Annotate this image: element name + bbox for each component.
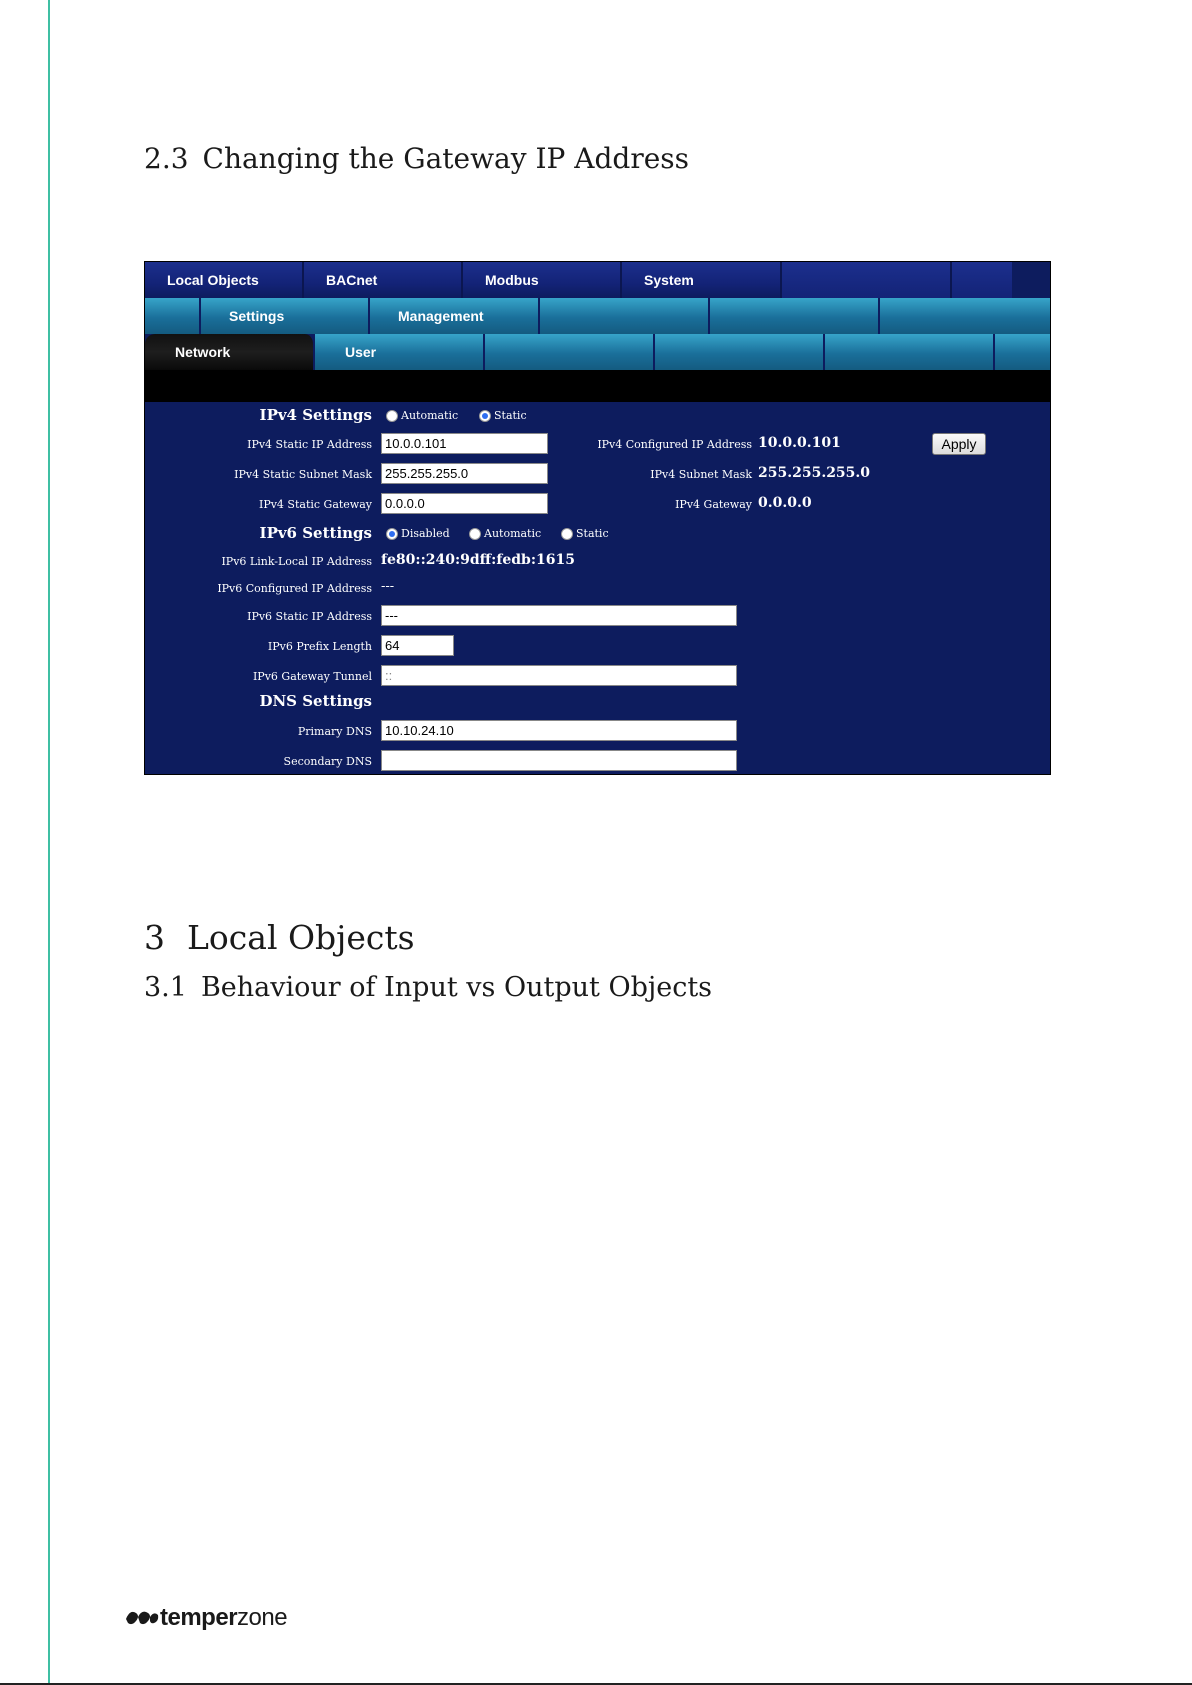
ipv6-configured-ip-label: IPv6 Configured IP Address: [217, 582, 372, 595]
ipv6-static-ip-label: IPv6 Static IP Address: [247, 610, 372, 623]
tab-network[interactable]: Network: [145, 334, 315, 370]
tab-local-objects[interactable]: Local Objects: [145, 262, 304, 298]
ipv6-gateway-tunnel-input[interactable]: ::: [381, 665, 737, 686]
margin-rule: [48, 0, 50, 1685]
ipv4-configured-ip-label: IPv4 Configured IP Address: [597, 438, 752, 451]
sub-nav-tabs: [145, 298, 1051, 334]
ipv6-prefix-input[interactable]: 64: [381, 635, 454, 656]
radio-icon: [386, 410, 398, 422]
ipv6-static-radio[interactable]: Static: [561, 527, 609, 540]
top-nav-tabs: [145, 262, 1051, 298]
tab-bacnet[interactable]: BACnet: [304, 262, 463, 298]
tab-empty: [540, 298, 710, 334]
ipv6-prefix-label: IPv6 Prefix Length: [267, 640, 372, 653]
tab-modbus[interactable]: Modbus: [463, 262, 622, 298]
tab-management[interactable]: Management: [370, 298, 540, 334]
ipv4-subnet-input[interactable]: 255.255.255.0: [381, 463, 548, 484]
section-heading-3: 3 Local Objects: [144, 918, 415, 957]
gateway-settings-screenshot: [144, 261, 1051, 775]
ipv4-configured-ip-value: 10.0.0.101: [758, 435, 841, 451]
ipv6-disabled-radio[interactable]: Disabled: [386, 527, 450, 540]
logo-wordmark: temperzone: [160, 1604, 288, 1631]
radio-icon: [469, 528, 481, 540]
primary-dns-input[interactable]: 10.10.24.10: [381, 720, 737, 741]
ipv6-link-local-label: IPv6 Link-Local IP Address: [221, 555, 372, 568]
ipv4-configured-mask-value: 255.255.255.0: [758, 465, 871, 481]
primary-dns-label: Primary DNS: [297, 725, 372, 738]
ipv4-configured-mask-label: IPv4 Subnet Mask: [650, 468, 752, 481]
temperzone-logo: [124, 1604, 287, 1632]
tab-empty: [485, 334, 655, 370]
radio-selected-icon: [479, 410, 491, 422]
ipv6-configured-ip-value: ---: [381, 579, 395, 594]
temperzone-logo-icon: [124, 1607, 160, 1629]
ipv4-gateway-label: IPv4 Static Gateway: [258, 498, 372, 511]
ipv6-gateway-tunnel-label: IPv6 Gateway Tunnel: [252, 670, 372, 683]
ipv4-settings-heading: IPv4 Settings: [259, 406, 372, 424]
tab-user[interactable]: User: [315, 334, 485, 370]
secondary-dns-input[interactable]: [381, 750, 737, 771]
ipv4-static-ip-input[interactable]: 10.0.0.101: [381, 433, 548, 454]
ipv4-configured-gateway-value: 0.0.0.0: [758, 495, 812, 511]
ipv4-automatic-radio[interactable]: Automatic: [386, 409, 458, 422]
tab-settings[interactable]: Settings: [201, 298, 370, 334]
network-form: [145, 402, 1051, 775]
dns-settings-heading: DNS Settings: [259, 692, 372, 710]
ipv4-static-ip-label: IPv4 Static IP Address: [247, 438, 372, 451]
tab-empty: [145, 298, 201, 334]
tab-empty: [995, 334, 1051, 370]
apply-button[interactable]: Apply: [932, 433, 986, 455]
ipv4-configured-gateway-label: IPv4 Gateway: [675, 498, 752, 511]
radio-icon: [561, 528, 573, 540]
radio-selected-icon: [386, 528, 398, 540]
ipv6-link-local-value: fe80::240:9dff:fedb:1615: [381, 552, 575, 568]
ipv4-subnet-label: IPv4 Static Subnet Mask: [234, 468, 372, 481]
tab-empty: [825, 334, 995, 370]
ipv6-static-ip-input[interactable]: ---: [381, 605, 737, 626]
ipv4-static-radio[interactable]: Static: [479, 409, 527, 422]
ipv6-automatic-radio[interactable]: Automatic: [469, 527, 541, 540]
header-bar: [145, 370, 1051, 402]
tab-empty: [655, 334, 825, 370]
section-heading-2-3: 2.3 Changing the Gateway IP Address: [144, 142, 690, 175]
secondary-dns-label: Secondary DNS: [283, 755, 372, 768]
tab-system[interactable]: System: [622, 262, 782, 298]
tab-empty: [710, 298, 880, 334]
tab-empty: [880, 298, 1051, 334]
section-heading-3-1: 3.1 Behaviour of Input vs Output Objects: [144, 972, 713, 1003]
settings-tabs: [145, 334, 1051, 370]
tab-empty: [782, 262, 952, 298]
ipv6-settings-heading: IPv6 Settings: [259, 524, 372, 542]
ipv4-gateway-input[interactable]: 0.0.0.0: [381, 493, 548, 514]
tab-empty: [952, 262, 1012, 298]
